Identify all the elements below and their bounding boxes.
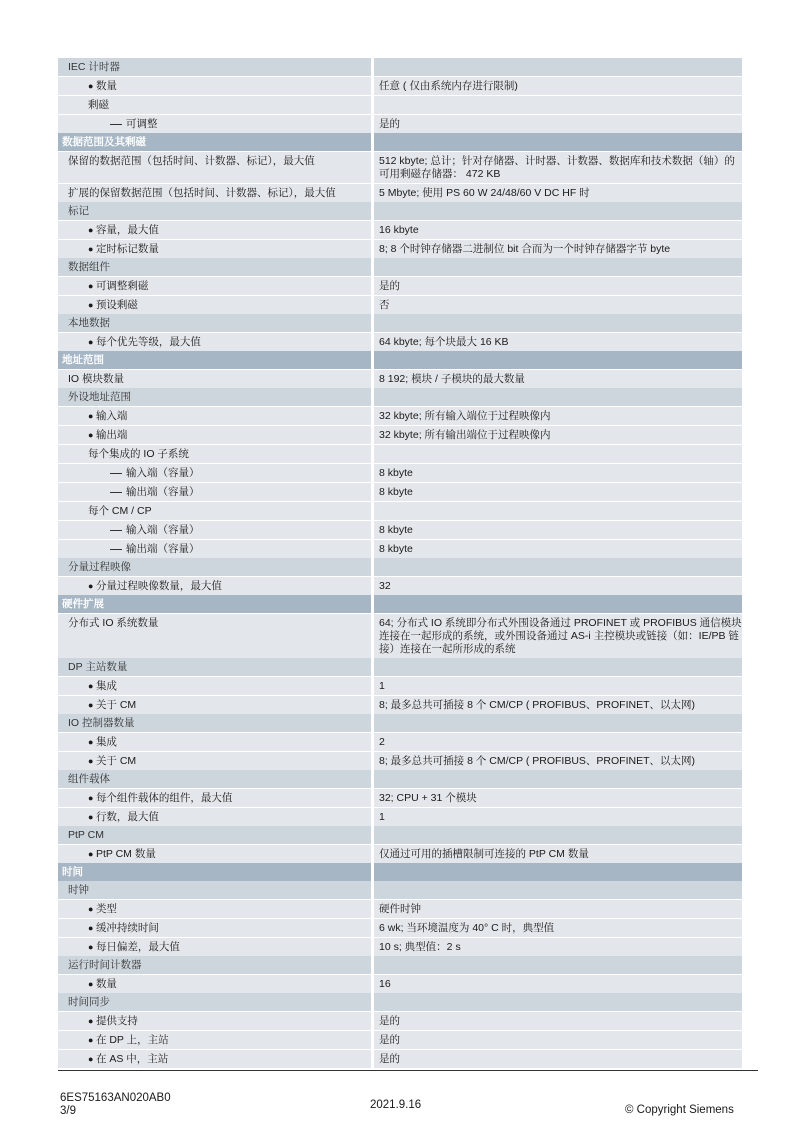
spec-label-cell (58, 221, 371, 239)
spec-label-cell (58, 993, 371, 1011)
spec-row (58, 1049, 742, 1068)
spec-row (58, 937, 742, 956)
spec-value (371, 502, 742, 520)
spec-label: 数据组件 (68, 261, 110, 273)
spec-row (58, 295, 742, 314)
spec-label-cell (58, 938, 371, 956)
spec-label-cell (58, 540, 371, 558)
group-header (58, 714, 742, 732)
spec-label: 在 AS 中，主站 (95, 1053, 169, 1065)
spec-row (58, 276, 742, 295)
spec-label: 输入端（容量） (126, 524, 200, 536)
group-header (58, 202, 742, 220)
spec-value: 8 kbyte (371, 483, 742, 501)
spec-value: 16 (371, 975, 742, 993)
group-header (58, 770, 742, 788)
spec-row (58, 406, 742, 425)
group-header (58, 956, 742, 974)
spec-label: 提供支持 (95, 1015, 138, 1027)
spec-value (371, 595, 742, 613)
spec-value: 是的 (371, 277, 742, 295)
spec-label-cell (58, 258, 371, 276)
spec-value: 8; 最多总共可插接 8 个 CM/CP ( PROFIBUS、PROFINET、以太网) (371, 752, 742, 770)
spec-label-cell (58, 808, 371, 826)
spec-value: 32 (371, 577, 742, 595)
spec-row (58, 239, 742, 258)
group-header (58, 258, 742, 276)
spec-row (58, 788, 742, 807)
spec-value: 8; 最多总共可插接 8 个 CM/CP ( PROFIBUS、PROFINET、以太网) (371, 696, 742, 714)
spec-value: 任意 ( 仅由系统内存进行限制) (371, 77, 742, 95)
bullet-icon: ● (88, 979, 96, 989)
spec-value: 64 kbyte; 每个块最大 16 KB (371, 333, 742, 351)
group-header (58, 58, 742, 76)
spec-label: 缓冲持续时间 (95, 922, 159, 934)
spec-label-cell (58, 521, 371, 539)
bullet-icon: ● (88, 812, 96, 822)
spec-label: DP 主站数量 (68, 661, 128, 673)
spec-value: 64; 分布式 IO 系统即分布式外围设备通过 PROFINET 或 PROFIBUS 通信模块连接在一起形成的系统，或外围设备通过 AS-i 主控模块或链接（如：IE/PB 链接）连接在一起所形成的系统 (371, 614, 742, 658)
spec-label: 保留的数据范围（包括时间、计数器、标记），最大值 (68, 155, 315, 167)
spec-value: 32; CPU + 31 个模块 (371, 789, 742, 807)
spec-label: 硬件扩展 (62, 598, 104, 610)
spec-label: PtP CM (68, 829, 104, 841)
group-header (58, 881, 742, 899)
spec-label-cell (58, 1031, 371, 1049)
spec-label-cell (58, 696, 371, 714)
spec-label: 预设剩磁 (95, 299, 138, 311)
spec-row (58, 463, 742, 482)
dash-icon (110, 549, 122, 550)
spec-row (58, 751, 742, 770)
spec-label: 数量 (95, 80, 117, 92)
spec-label: 类型 (95, 903, 117, 915)
spec-row (58, 482, 742, 501)
spec-label-cell (58, 1012, 371, 1030)
spec-row (58, 332, 742, 351)
spec-label: IO 控制器数量 (68, 717, 135, 729)
spec-label-cell (58, 240, 371, 258)
spec-row (58, 520, 742, 539)
spec-value: 否 (371, 296, 742, 314)
spec-value: 1 (371, 808, 742, 826)
spec-value: 8 192; 模块 / 子模块的最大数量 (371, 370, 742, 388)
spec-row (58, 114, 742, 133)
spec-label-cell (58, 184, 371, 202)
dash-icon (110, 473, 122, 474)
spec-value: 32 kbyte; 所有输出端位于过程映像内 (371, 426, 742, 444)
spec-row (58, 1030, 742, 1049)
group-header (58, 558, 742, 576)
spec-label: 分量过程映像 (68, 561, 131, 573)
spec-label: 输入端 (95, 410, 128, 422)
group-header (58, 314, 742, 332)
spec-label: 每个集成的 IO 子系统 (88, 448, 189, 460)
spec-value (371, 258, 742, 276)
spec-value (371, 658, 742, 676)
spec-value: 是的 (371, 1050, 742, 1068)
bullet-icon: ● (88, 244, 96, 254)
spec-row (58, 220, 742, 239)
spec-label-cell (58, 464, 371, 482)
bullet-icon: ● (88, 430, 96, 440)
spec-label: 可调整 (126, 118, 158, 130)
spec-label: 组件载体 (68, 773, 110, 785)
spec-row (58, 183, 742, 202)
section-header (58, 351, 742, 369)
group-header (58, 993, 742, 1011)
spec-label: PtP CM 数量 (95, 848, 156, 860)
spec-label-cell (58, 407, 371, 425)
bullet-icon: ● (88, 1035, 96, 1045)
spec-label-cell (58, 595, 371, 613)
spec-label: 地址范围 (62, 354, 104, 366)
spec-label: 数据范围及其剩磁 (62, 136, 146, 148)
bullet-icon: ● (88, 849, 96, 859)
spec-label-cell (58, 133, 371, 151)
spec-value: 硬件时钟 (371, 900, 742, 918)
spec-label-cell (58, 881, 371, 899)
spec-row (58, 151, 742, 183)
dash-icon (110, 492, 122, 493)
bullet-icon: ● (88, 942, 96, 952)
spec-row (58, 425, 742, 444)
spec-label-cell (58, 826, 371, 844)
spec-label: 关于 CM (95, 755, 137, 767)
spec-label: 运行时间计数器 (68, 959, 142, 971)
bullet-icon: ● (88, 1054, 96, 1064)
spec-label: 定时标记数量 (95, 243, 159, 255)
spec-label-cell (58, 733, 371, 751)
bullet-icon: ● (88, 700, 96, 710)
spec-label: IO 模块数量 (68, 373, 125, 385)
spec-label-cell (58, 277, 371, 295)
spec-label: 每个 CM / CP (88, 505, 152, 517)
spec-label: 标记 (68, 205, 89, 217)
spec-label-cell (58, 77, 371, 95)
spec-label: 时间同步 (68, 996, 110, 1008)
bullet-icon: ● (88, 581, 96, 591)
spec-value (371, 881, 742, 899)
spec-value: 8; 8 个时钟存储器二进制位 bit 合而为一个时钟存储器字节 byte (371, 240, 742, 258)
spec-row (58, 899, 742, 918)
spec-label-cell (58, 502, 371, 520)
spec-label-cell (58, 370, 371, 388)
spec-label: 数量 (95, 978, 117, 990)
spec-value: 1 (371, 677, 742, 695)
bullet-icon: ● (88, 904, 96, 914)
spec-label: 输出端 (95, 429, 128, 441)
spec-value: 是的 (371, 1012, 742, 1030)
dash-icon (110, 124, 122, 125)
spec-label-cell (58, 577, 371, 595)
spec-row (58, 576, 742, 595)
spec-value (371, 314, 742, 332)
spec-row (58, 807, 742, 826)
spec-label: 集成 (95, 736, 117, 748)
spec-value (371, 351, 742, 369)
spec-row (58, 844, 742, 863)
spec-value: 6 wk; 当环境温度为 40° C 时，典型值 (371, 919, 742, 937)
spec-value (371, 58, 742, 76)
spec-label-cell (58, 658, 371, 676)
bullet-icon: ● (88, 411, 96, 421)
spec-row (58, 695, 742, 714)
spec-label: 输入端（容量） (126, 467, 200, 479)
spec-label-cell (58, 614, 371, 658)
spec-label: 行数，最大值 (95, 811, 159, 823)
spec-label-cell (58, 677, 371, 695)
spec-label-cell (58, 483, 371, 501)
spec-label: 关于 CM (95, 699, 137, 711)
spec-value (371, 993, 742, 1011)
spec-label-cell (58, 296, 371, 314)
bullet-icon: ● (88, 756, 96, 766)
spec-label-cell (58, 770, 371, 788)
spec-label: 集成 (95, 680, 117, 692)
bullet-icon: ● (88, 681, 96, 691)
spec-label-cell (58, 314, 371, 332)
spec-label-cell (58, 714, 371, 732)
spec-label-cell (58, 58, 371, 76)
spec-label-cell (58, 202, 371, 220)
footer-divider (58, 1070, 758, 1071)
bullet-icon: ● (88, 737, 96, 747)
spec-label: 剩磁 (88, 99, 109, 111)
spec-label: 分量过程映像数量，最大值 (95, 580, 222, 592)
section-header (58, 595, 742, 613)
spec-label-cell (58, 96, 371, 114)
spec-label-cell (58, 789, 371, 807)
spec-value: 是的 (371, 115, 742, 133)
spec-label: 可调整剩磁 (95, 280, 149, 292)
section-header (58, 133, 742, 151)
bullet-icon: ● (88, 337, 96, 347)
spec-label: 本地数据 (68, 317, 110, 329)
spec-label: IEC 计时器 (68, 61, 120, 73)
spec-label: 每日偏差，最大值 (95, 941, 180, 953)
spec-value: 512 kbyte; 总计；针对存储器、计时器、计数器、数据库和技术数据（轴）的可用剩磁存储器： 472 KB (371, 152, 742, 183)
spec-label: 时钟 (68, 884, 89, 896)
spec-label-cell (58, 333, 371, 351)
bullet-icon: ● (88, 300, 96, 310)
spec-label-cell (58, 919, 371, 937)
spec-label-cell (58, 1050, 371, 1068)
spec-label-cell (58, 863, 371, 881)
spec-label-cell (58, 558, 371, 576)
spec-label-cell (58, 752, 371, 770)
spec-row (58, 369, 742, 388)
spec-row (58, 1011, 742, 1030)
spec-row (58, 974, 742, 993)
spec-value: 8 kbyte (371, 521, 742, 539)
section-header (58, 863, 742, 881)
spec-label-cell (58, 845, 371, 863)
bullet-icon: ● (88, 923, 96, 933)
bullet-icon: ● (88, 281, 96, 291)
spec-label-cell (58, 351, 371, 369)
spec-value (371, 388, 742, 406)
spec-row (58, 676, 742, 695)
spec-label: 外设地址范围 (68, 391, 131, 403)
page-number: 3/9 (60, 1105, 76, 1117)
spec-row (58, 918, 742, 937)
spec-value: 仅通过可用的插槽限制可连接的 PtP CM 数量 (371, 845, 742, 863)
spec-value: 5 Mbyte; 使用 PS 60 W 24/48/60 V DC HF 时 (371, 184, 742, 202)
spec-row (58, 539, 742, 558)
spec-label-cell (58, 388, 371, 406)
spec-value (371, 558, 742, 576)
spec-label: 在 DP 上，主站 (95, 1034, 169, 1046)
spec-table (58, 58, 742, 1068)
bullet-icon: ● (88, 225, 96, 235)
spec-value: 是的 (371, 1031, 742, 1049)
copyright-notice: © Copyright Siemens (625, 1104, 734, 1116)
spec-value: 8 kbyte (371, 464, 742, 482)
spec-row (58, 444, 742, 463)
spec-label-cell (58, 956, 371, 974)
spec-value (371, 96, 742, 114)
group-header (58, 658, 742, 676)
spec-label: 容量，最大值 (95, 224, 159, 236)
spec-value: 16 kbyte (371, 221, 742, 239)
spec-row (58, 76, 742, 95)
spec-value (371, 863, 742, 881)
spec-label-cell (58, 975, 371, 993)
spec-value (371, 445, 742, 463)
spec-row (58, 613, 742, 658)
spec-value (371, 202, 742, 220)
spec-label: 每个组件载体的组件，最大值 (95, 792, 233, 804)
bullet-icon: ● (88, 81, 96, 91)
spec-value (371, 826, 742, 844)
spec-label: 分布式 IO 系统数量 (68, 617, 159, 629)
bullet-icon: ● (88, 793, 96, 803)
spec-value (371, 956, 742, 974)
order-number: 6ES75163AN020AB0 (60, 1092, 171, 1104)
spec-value: 8 kbyte (371, 540, 742, 558)
dash-icon (110, 530, 122, 531)
spec-value: 2 (371, 733, 742, 751)
spec-label: 输出端（容量） (126, 543, 200, 555)
document-date: 2021.9.16 (370, 1099, 422, 1111)
spec-label: 每个优先等级，最大值 (95, 336, 201, 348)
spec-label-cell (58, 115, 371, 133)
spec-label: 时间 (62, 866, 83, 878)
group-header (58, 388, 742, 406)
spec-label-cell (58, 445, 371, 463)
spec-value: 10 s; 典型值：2 s (371, 938, 742, 956)
spec-label-cell (58, 152, 371, 183)
spec-row (58, 95, 742, 114)
bullet-icon: ● (88, 1016, 96, 1026)
spec-row (58, 732, 742, 751)
spec-label: 扩展的保留数据范围（包括时间、计数器、标记），最大值 (68, 187, 336, 199)
spec-label: 输出端（容量） (126, 486, 200, 498)
spec-value (371, 714, 742, 732)
spec-label-cell (58, 426, 371, 444)
spec-label-cell (58, 900, 371, 918)
spec-row (58, 501, 742, 520)
spec-value (371, 770, 742, 788)
spec-value (371, 133, 742, 151)
spec-value: 32 kbyte; 所有输入端位于过程映像内 (371, 407, 742, 425)
group-header (58, 826, 742, 844)
